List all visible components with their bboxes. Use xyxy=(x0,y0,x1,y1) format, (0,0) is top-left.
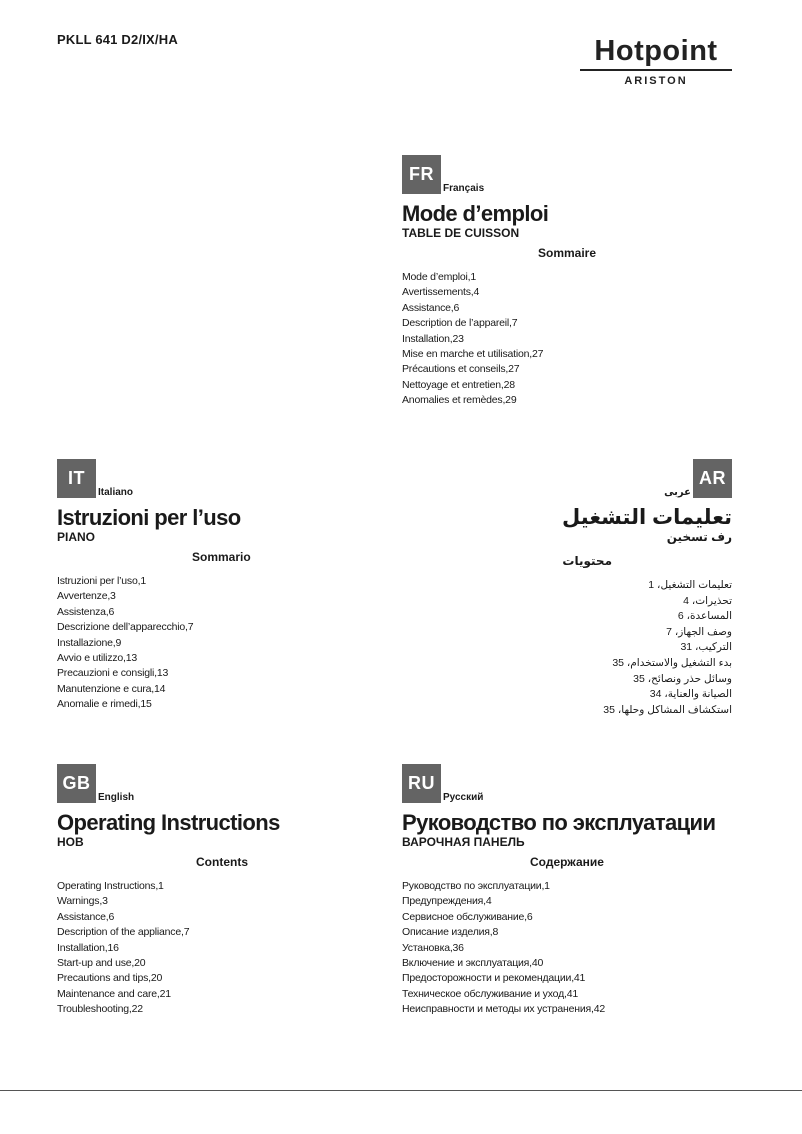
contents-heading: Содержание xyxy=(530,855,604,869)
toc-item[interactable]: Предупреждения,4 xyxy=(402,895,492,908)
toc-item[interactable]: Avvio e utilizzo,13 xyxy=(57,652,138,665)
toc-item[interactable]: التركيب، 31 xyxy=(680,641,732,654)
language-row xyxy=(402,764,742,803)
toc-item[interactable]: بدء التشغيل والاستخدام، 35 xyxy=(612,656,732,669)
language-name: Italiano xyxy=(98,487,134,498)
table-of-contents xyxy=(57,879,387,1018)
toc-item[interactable]: Avertissements,4 xyxy=(402,286,480,299)
section-italian xyxy=(57,459,387,713)
toc-item[interactable]: Включение и эксплуатация,40 xyxy=(402,957,544,970)
section-subtitle: رف تسخين xyxy=(666,530,732,544)
toc-item[interactable]: Предосторожности и рекомендации,41 xyxy=(402,972,586,985)
language-row xyxy=(57,764,387,803)
section-title: تعليمات التشغيل xyxy=(562,506,732,529)
footer-rule xyxy=(0,1090,802,1091)
toc-item[interactable]: Техническое обслуживание и уход,41 xyxy=(402,987,579,1000)
toc-item[interactable]: Описание изделия,8 xyxy=(402,926,499,939)
section-russian xyxy=(402,764,742,1018)
section-english xyxy=(57,764,387,1018)
table-of-contents xyxy=(402,270,742,409)
language-name: Français xyxy=(443,183,485,194)
language-code-badge: GB xyxy=(57,764,96,803)
toc-item[interactable]: Anomalies et remèdes,29 xyxy=(402,394,517,407)
toc-item[interactable]: Assistance,6 xyxy=(57,910,115,923)
contents-heading: Contents xyxy=(196,855,248,869)
section-subtitle: PIANO xyxy=(57,530,96,544)
brand-logo xyxy=(580,36,732,87)
language-row xyxy=(57,459,387,498)
toc-item[interactable]: Assistenza,6 xyxy=(57,605,115,618)
model-number: PKLL 641 D2/IX/HA xyxy=(57,32,178,47)
toc-item[interactable]: Précautions et conseils,27 xyxy=(402,363,520,376)
section-title: Руководство по эксплуатации xyxy=(402,810,716,835)
toc-item[interactable]: Mode d’emploi,1 xyxy=(402,271,477,283)
toc-item[interactable]: Установка,36 xyxy=(402,941,464,954)
toc-item[interactable]: Troubleshooting,22 xyxy=(57,1003,143,1016)
toc-item[interactable]: المساعدة، 6 xyxy=(677,610,732,623)
section-subtitle: ВАРОЧНАЯ ПАНЕЛЬ xyxy=(402,835,525,849)
toc-item[interactable]: استكشاف المشاكل وحلها، 35 xyxy=(603,703,732,716)
toc-item[interactable]: Руководство по эксплуатации,1 xyxy=(402,880,550,892)
toc-item[interactable]: Description of the appliance,7 xyxy=(57,926,190,939)
language-name: Русский xyxy=(443,792,484,803)
toc-item[interactable]: Istruzioni per l’uso,1 xyxy=(57,575,146,587)
toc-item[interactable]: Descrizione dell’apparecchio,7 xyxy=(57,621,194,634)
table-of-contents xyxy=(57,574,387,713)
section-title: Operating Instructions xyxy=(57,810,280,835)
brand-name: Hotpoint xyxy=(594,35,718,67)
toc-item[interactable]: Precauzioni e consigli,13 xyxy=(57,667,169,680)
section-subtitle: TABLE DE CUISSON xyxy=(402,226,520,240)
toc-item[interactable]: Assistance,6 xyxy=(402,301,460,314)
toc-item[interactable]: Неисправности и методы их устранения,42 xyxy=(402,1003,606,1016)
toc-item[interactable]: وسائل حذر ونصائح، 35 xyxy=(633,672,732,685)
toc-item[interactable]: Precautions and tips,20 xyxy=(57,972,163,985)
toc-item[interactable]: Warnings,3 xyxy=(57,895,108,908)
table-of-contents xyxy=(402,879,742,1018)
toc-item[interactable]: Installation,16 xyxy=(57,941,119,954)
toc-item[interactable]: Installation,23 xyxy=(402,332,464,345)
section-title: Istruzioni per l’uso xyxy=(57,505,241,530)
section-title: Mode d’emploi xyxy=(402,201,549,226)
toc-item[interactable]: Start-up and use,20 xyxy=(57,957,146,970)
contents-heading: Sommario xyxy=(192,550,251,564)
section-arabic xyxy=(420,459,732,718)
brand-subname: ARISTON xyxy=(624,75,688,87)
language-code-badge: IT xyxy=(57,459,96,498)
language-code-badge: RU xyxy=(402,764,441,803)
toc-item[interactable]: Nettoyage et entretien,28 xyxy=(402,378,515,391)
toc-item[interactable]: Mise en marche et utilisation,27 xyxy=(402,348,544,361)
language-name: عربى xyxy=(664,487,691,498)
toc-item[interactable]: Avvertenze,3 xyxy=(57,590,116,603)
table-of-contents xyxy=(420,578,732,718)
toc-item[interactable]: Installazione,9 xyxy=(57,636,122,649)
section-subtitle: HOB xyxy=(57,835,84,849)
toc-item[interactable]: Anomalie e rimedi,15 xyxy=(57,698,152,711)
contents-heading: محتويات xyxy=(562,554,612,568)
language-row xyxy=(420,459,732,498)
toc-item[interactable]: Description de l’appareil,7 xyxy=(402,317,518,330)
language-code-badge: AR xyxy=(693,459,732,498)
logo-divider xyxy=(580,69,732,71)
toc-item[interactable]: Сервисное обслуживание,6 xyxy=(402,910,533,923)
language-row xyxy=(402,155,742,194)
language-code-badge: FR xyxy=(402,155,441,194)
toc-item[interactable]: تحذيرات، 4 xyxy=(683,594,732,607)
toc-item[interactable]: Manutenzione e cura,14 xyxy=(57,682,166,695)
toc-item[interactable]: وصف الجهاز، 7 xyxy=(666,625,732,638)
toc-item[interactable]: الصيانة والعناية، 34 xyxy=(649,688,732,701)
contents-heading: Sommaire xyxy=(538,246,597,260)
toc-item[interactable]: Operating Instructions,1 xyxy=(57,880,164,892)
language-name: English xyxy=(98,792,135,803)
section-french xyxy=(402,155,742,409)
toc-item[interactable]: تعليمات التشغيل، 1 xyxy=(648,579,732,591)
toc-item[interactable]: Maintenance and care,21 xyxy=(57,987,171,1000)
